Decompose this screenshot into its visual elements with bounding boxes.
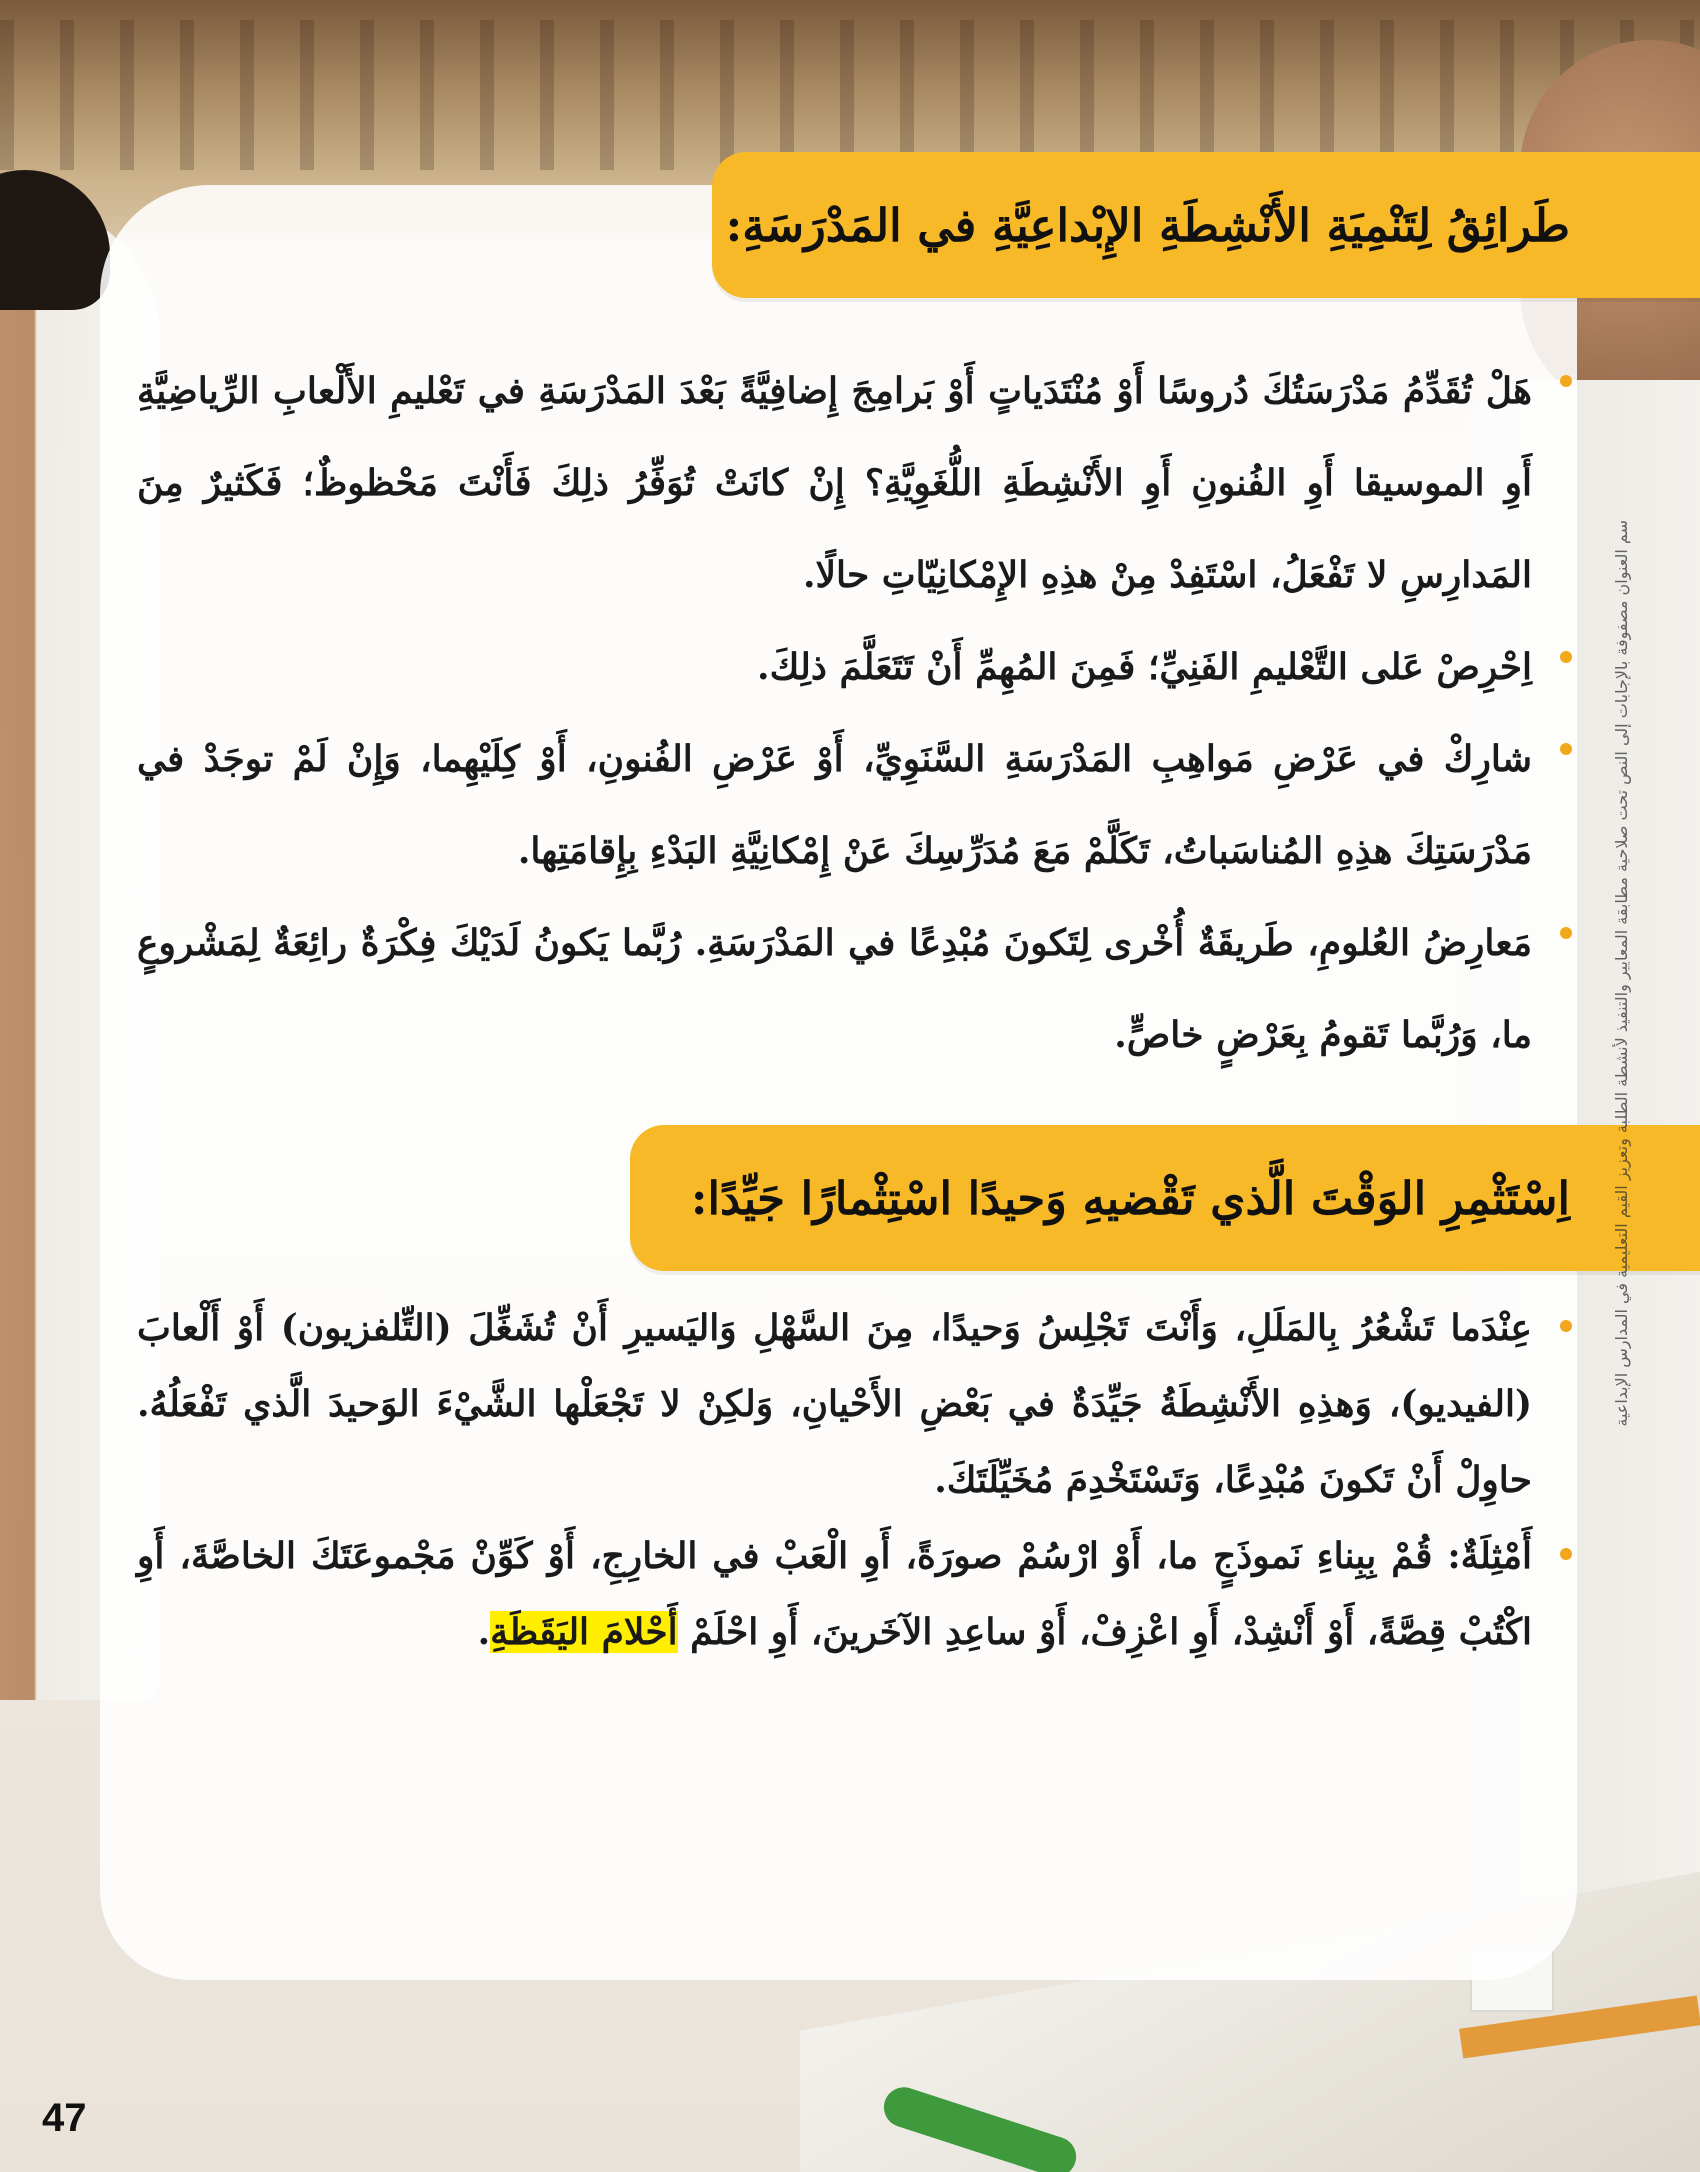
time-alone-list [137,1290,1532,1670]
vertical-side-note: سم العنوان مصفوفة بالإجابات إلى النص تحت صلاحية مطابقة المعايير والتنفيذ لأنشطة الطلبة وتعزيز القيم التعليمية في المدارس الإبداعية [1612,520,1631,1427]
sentence-end: . [477,1611,491,1653]
page-number: 47 [42,2096,87,2140]
list-item: شارِكْ في عَرْضِ مَواهِبِ المَدْرَسَةِ السَّنَوِيِّ، أَوْ عَرْضِ الفُنونِ، أَوْ كِلَيْهِما، وَإِنْ لَمْ توجَدْ في مَدْرَسَتِكَ هذِهِ المُناسَباتُ، تَكَلَّمْ مَعَ مُدَرِّسِكَ عَنْ إِمْكانِيَّةِ البَدْءِ بِإِقامَتِها. [137,713,1532,897]
list-item: اِحْرِصْ عَلى التَّعْليمِ الفَنِيِّ؛ فَمِنَ المُهِمِّ أَنْ تَتَعَلَّمَ ذلِكَ. [137,621,1532,713]
examples-text: أَمْثِلَةٌ: قُمْ بِبِناءِ نَموذَجٍ ما، أَوْ ارْسُمْ صورَةً، أَوِ الْعَبْ في الخارِجِ، أَوْ كَوِّنْ مَجْموعَتَكَ الخاصَّةَ، أَوِ اكْتُبْ قِصَّةً، أَوْ أَنْشِدْ، أَوِ اعْزِفْ، أَوْ ساعِدِ الآخَرينَ، أَوِ احْلَمْ [137,1535,1532,1653]
heading-text: طَرائِقُ لِتَنْمِيَةِ الأَنْشِطَةِ الإِبْداعِيَّةِ في المَدْرَسَةِ: [725,198,1570,252]
list-item: هَلْ تُقَدِّمُ مَدْرَسَتُكَ دُروسًا أَوْ مُنْتَدَياتٍ أَوْ بَرامِجَ إِضافِيَّةً بَعْدَ المَدْرَسَةِ في تَعْليمِ الأَلْعابِ الرِّياضِيَّةِ أَوِ الموسيقا أَوِ الفُنونِ أَوِ الأَنْشِطَةِ اللُّغَوِيَّةِ؟ إِنْ كانَتْ تُوَفِّرُ ذلِكَ فَأَنْتَ مَحْظوظٌ؛ فَكَثيرٌ مِنَ المَدارِسِ لا تَفْعَلُ، اسْتَفِدْ مِنْ هذِهِ الإِمْكانِيّاتِ حالًا. [137,345,1532,621]
section-heading-time-alone [630,1125,1700,1271]
creative-activities-list [137,345,1532,1081]
highlighted-phrase: أَحْلامَ اليَقَظَةِ [490,1611,678,1653]
list-item: عِنْدَما تَشْعُرُ بِالمَلَلِ، وَأَنْتَ تَجْلِسُ وَحيدًا، مِنَ السَّهْلِ وَاليَسيرِ أَنْ تُشَغِّلَ (التِّلفزيون) أَوْ أَلْعابَ (الفيديو)، وَهذِهِ الأَنْشِطَةُ جَيِّدَةٌ في بَعْضِ الأَحْيانِ، وَلكِنْ لا تَجْعَلْها الشَّيْءَ الوَحيدَ الَّذي تَفْعَلُهُ. حاوِلْ أَنْ تَكونَ مُبْدِعًا، وَتَسْتَخْدِمَ مُخَيِّلَتَكَ. [137,1290,1532,1518]
seat-rows [0,20,1700,170]
section-heading-creative-activities [712,152,1700,298]
list-item [137,1518,1532,1670]
list-item: مَعارِضُ العُلومِ، طَريقَةٌ أُخْرى لِتَكونَ مُبْدِعًا في المَدْرَسَةِ. رُبَّما يَكونُ لَدَيْكَ فِكْرَةٌ رائِعَةٌ لِمَشْروعٍ ما، وَرُبَّما تَقومُ بِعَرْضٍ خاصٍّ. [137,897,1532,1081]
heading-text: اِسْتَثْمِرِ الوَقْتَ الَّذي تَقْضيهِ وَحيدًا اسْتِثْمارًا جَيِّدًا: [690,1171,1570,1225]
